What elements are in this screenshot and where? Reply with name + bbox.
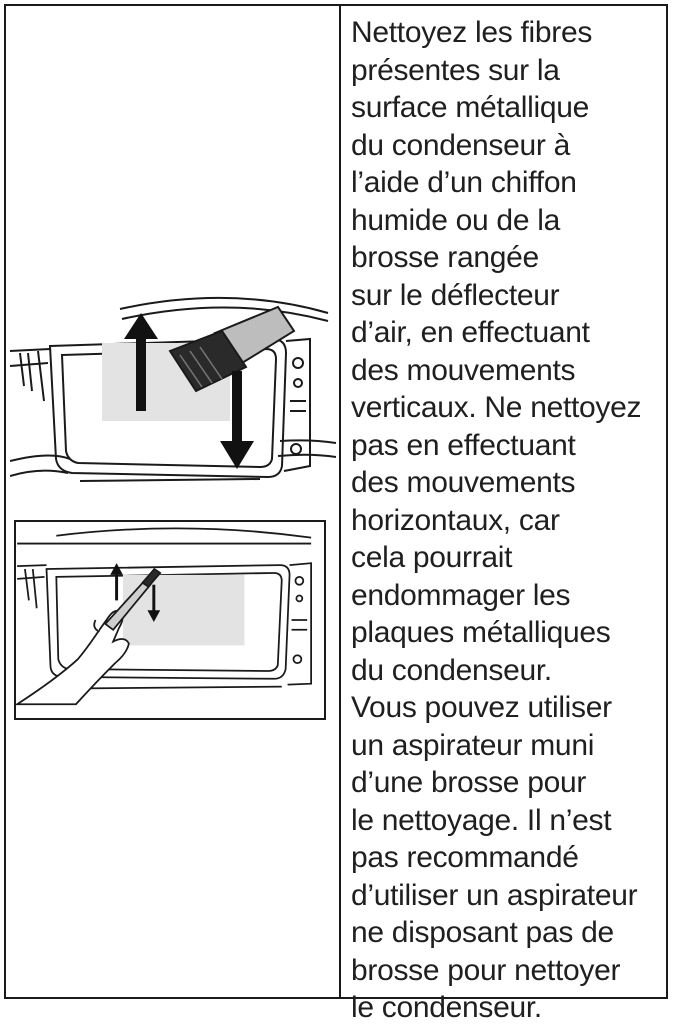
text-line: surface métallique (351, 91, 590, 124)
text-line: Vous pouvez utiliser (351, 691, 612, 724)
brush-cleaning-figure (10, 291, 336, 511)
text-line: sur le déflecteur (351, 278, 560, 312)
text-line: l’aide d’un chiffon (351, 166, 577, 199)
text-line: le nettoyage. Il n’est (351, 803, 612, 837)
column-divider (339, 6, 341, 997)
text-line: pas en effectuant (351, 428, 576, 462)
text-line: un aspirateur muni (351, 728, 595, 762)
text-line: plaques métalliques (351, 616, 611, 649)
text-line: d’utiliser un aspirateur (351, 878, 638, 912)
text-line: cela pourrait (351, 541, 513, 574)
instruction-table (4, 4, 668, 1024)
text-line: verticaux. Ne nettoyez (351, 391, 642, 424)
text-line: du condenseur. (351, 653, 552, 687)
text-line: présentes sur la (351, 53, 560, 87)
text-line: des mouvements (351, 353, 576, 387)
text-line: endommager les (351, 578, 571, 612)
text-line: horizontaux, car (351, 503, 560, 537)
text-line: humide ou de la (351, 203, 560, 237)
text-line: des mouvements (351, 466, 576, 499)
text-line: Nettoyez les fibres (351, 16, 593, 49)
text-line: brosse pour nettoyer (351, 953, 621, 987)
text-line: pas recommandé (351, 841, 579, 874)
text-line: le condenseur. (351, 991, 542, 1024)
text-line: brosse rangée (351, 241, 539, 274)
text-line: du condenseur à (351, 128, 571, 162)
text-line: ne disposant pas de (351, 916, 614, 949)
text-line: d’une brosse pour (351, 766, 587, 799)
text-line: d’air, en effectuant (351, 316, 590, 349)
instruction-text (351, 14, 669, 1027)
hand-cleaning-figure (14, 520, 326, 720)
